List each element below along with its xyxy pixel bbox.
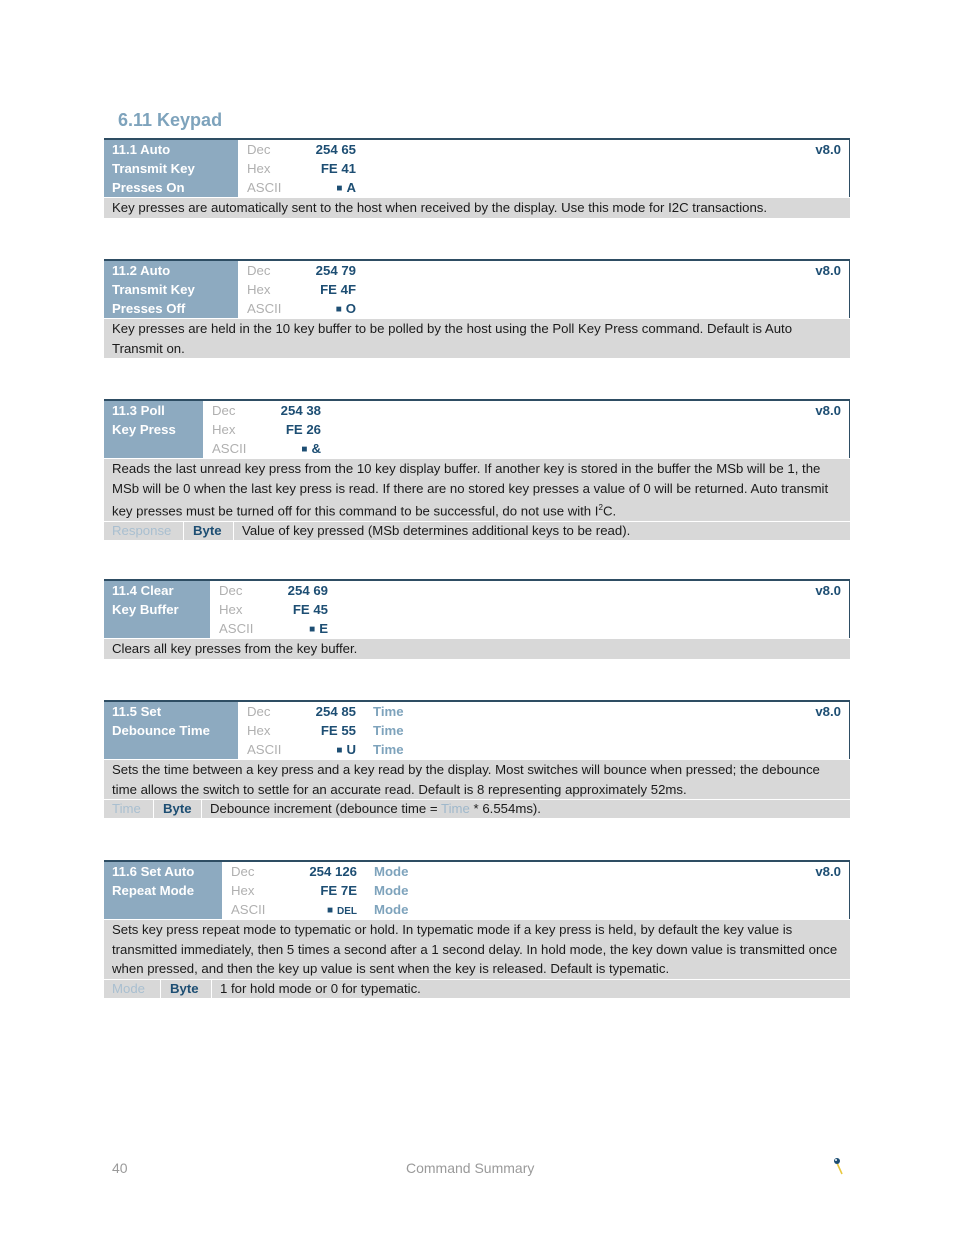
command-codes — [238, 261, 849, 318]
ascii-label: ASCII — [231, 902, 266, 917]
hex-value: FE 55 — [320, 723, 356, 738]
ascii-value: E — [319, 621, 328, 636]
command-codes — [203, 401, 849, 458]
parameter-description: Debounce increment (debounce time = Time * 6.554ms). — [210, 801, 541, 816]
command-auto-transmit-on — [104, 138, 850, 218]
footer-title: Command Summary — [406, 1160, 535, 1176]
command-name — [104, 702, 238, 759]
square-icon: ■ — [309, 624, 316, 635]
square-icon: ■ — [336, 745, 343, 756]
response-label: Response — [104, 522, 184, 540]
dec-label: Dec — [212, 403, 236, 418]
ascii-label: ASCII — [212, 441, 247, 456]
command-set-auto-repeat-mode — [104, 860, 850, 998]
response-type: Byte — [184, 522, 234, 540]
hex-label: Hex — [219, 602, 243, 617]
dec-value: 254 69 — [287, 583, 328, 598]
parameter-label: Time — [104, 800, 154, 818]
hex-value: FE 7E — [320, 883, 357, 898]
param-name: Time — [373, 723, 404, 738]
command-header — [104, 259, 850, 318]
command-name-line: Key Press — [112, 422, 176, 437]
command-name-line: Transmit Key — [112, 282, 195, 297]
command-codes — [222, 862, 849, 919]
hex-value: FE 26 — [285, 422, 321, 437]
command-description: Sets the time between a key press and a key read by the display. Most switches will bounce when pressed; the debounce time allows the switch to settle for an accurate read. Default is 8 representing approximately 52ms. — [104, 759, 850, 799]
version-badge: v8.0 — [815, 263, 841, 278]
ascii-label: ASCII — [219, 621, 254, 636]
param-name: Mode — [374, 864, 409, 879]
command-name-line: 11.5 Set — [112, 704, 162, 719]
param-name: Time — [373, 742, 404, 757]
response-description: Value of key pressed (MSb determines additional keys to be read). — [242, 522, 631, 538]
command-name-line: Transmit Key — [112, 161, 195, 176]
parameter-type: Byte — [161, 980, 212, 998]
hex-label: Hex — [212, 422, 236, 437]
ascii-value: DEL — [337, 906, 357, 917]
dec-label: Dec — [231, 864, 255, 879]
command-header — [104, 399, 850, 458]
command-header — [104, 700, 850, 759]
hex-label: Hex — [231, 883, 255, 898]
ascii-label: ASCII — [247, 180, 282, 195]
ascii-value: U — [346, 742, 356, 757]
parameter-row — [104, 979, 850, 998]
version-badge: v8.0 — [815, 704, 841, 719]
command-description: Reads the last unread key press from the 10 key display buffer. If another key is stored in the buffer the MSb will be 1, the MSb will be 0 when the last key press is read. If there are no stored key presses a value of 0 will be returned. Auto transmit key presses must be turned off for this command to be successful, do not use with $I^2C$. — [104, 458, 850, 521]
command-description: Sets key press repeat mode to typematic or hold. In typematic mode if a key press is held, by default the key value is transmitted immediately, then 5 times a second after a 1 second delay. In hold mode, the key down value is transmitted once when pressed, and then the key up value is sent when the key is released. Default is typematic. — [104, 919, 850, 979]
command-header — [104, 138, 850, 197]
hex-label: Hex — [247, 161, 271, 176]
page-number: 40 — [112, 1160, 128, 1176]
dec-label: Dec — [247, 704, 271, 719]
command-name — [104, 862, 222, 919]
logo-icon — [830, 1156, 844, 1176]
command-codes — [238, 702, 849, 759]
command-name-line: 11.3 Poll — [112, 403, 165, 418]
hex-value: FE 41 — [320, 161, 356, 176]
command-name-line: 11.4 Clear — [112, 583, 174, 598]
dec-label: Dec — [219, 583, 243, 598]
dec-value: 254 79 — [315, 263, 356, 278]
command-name-line: Repeat Mode — [112, 883, 195, 898]
param-name: Mode — [374, 902, 409, 917]
parameter-row — [104, 799, 850, 818]
square-icon: ■ — [336, 183, 343, 194]
ascii-value: O — [345, 301, 356, 316]
param-name: Time — [373, 704, 404, 719]
response-row — [104, 521, 850, 540]
dec-value: 254 65 — [315, 142, 356, 157]
command-name-line: Presses On — [112, 180, 185, 195]
command-name — [104, 261, 238, 318]
hex-label: Hex — [247, 723, 271, 738]
square-icon: ■ — [326, 905, 333, 916]
hex-label: Hex — [247, 282, 271, 297]
command-description: Clears all key presses from the key buffer. — [104, 638, 850, 659]
ascii-value: A — [346, 180, 356, 195]
command-name — [104, 401, 203, 458]
command-set-debounce-time — [104, 700, 850, 818]
parameter-label: Mode — [104, 980, 161, 998]
command-name-line: Debounce Time — [112, 723, 210, 738]
dec-value: 254 38 — [280, 403, 321, 418]
parameter-type: Byte — [154, 800, 202, 818]
ascii-label: ASCII — [247, 742, 282, 757]
command-description: Key presses are held in the 10 key buffer to be polled by the host using the Poll Key Press command. Default is Auto Transmit on. — [104, 318, 850, 358]
command-name-line: 11.6 Set Auto — [112, 864, 195, 879]
command-poll-key-press — [104, 399, 850, 540]
ascii-label: ASCII — [247, 301, 282, 316]
command-codes — [210, 581, 849, 638]
command-auto-transmit-off — [104, 259, 850, 358]
dec-value: 254 85 — [315, 704, 356, 719]
version-badge: v8.0 — [815, 864, 841, 879]
version-badge: v8.0 — [815, 142, 841, 157]
command-header — [104, 579, 850, 638]
command-name-line: 11.2 Auto — [112, 263, 171, 278]
square-icon: ■ — [301, 444, 308, 455]
command-name — [104, 140, 238, 197]
command-name-line: Presses Off — [112, 301, 186, 316]
parameter-description: 1 for hold mode or 0 for typematic. — [220, 980, 421, 996]
command-clear-key-buffer — [104, 579, 850, 659]
param-name: Mode — [374, 883, 409, 898]
command-name — [104, 581, 210, 638]
hex-value: FE 4F — [320, 282, 356, 297]
command-codes — [238, 140, 849, 197]
command-header — [104, 860, 850, 919]
version-badge: v8.0 — [815, 403, 841, 418]
square-icon: ■ — [335, 304, 342, 315]
section-title: 6.11 Keypad — [118, 110, 223, 130]
dec-label: Dec — [247, 142, 271, 157]
command-name-line: 11.1 Auto — [112, 142, 171, 157]
dec-label: Dec — [247, 263, 271, 278]
command-name-line: Key Buffer — [112, 602, 179, 617]
ascii-value: & — [311, 441, 321, 456]
hex-value: FE 45 — [292, 602, 328, 617]
dec-value: 254 126 — [309, 864, 357, 879]
version-badge: v8.0 — [815, 583, 841, 598]
command-description: Key presses are automatically sent to the host when received by the display. Use this mode for I2C transactions. — [104, 197, 850, 218]
